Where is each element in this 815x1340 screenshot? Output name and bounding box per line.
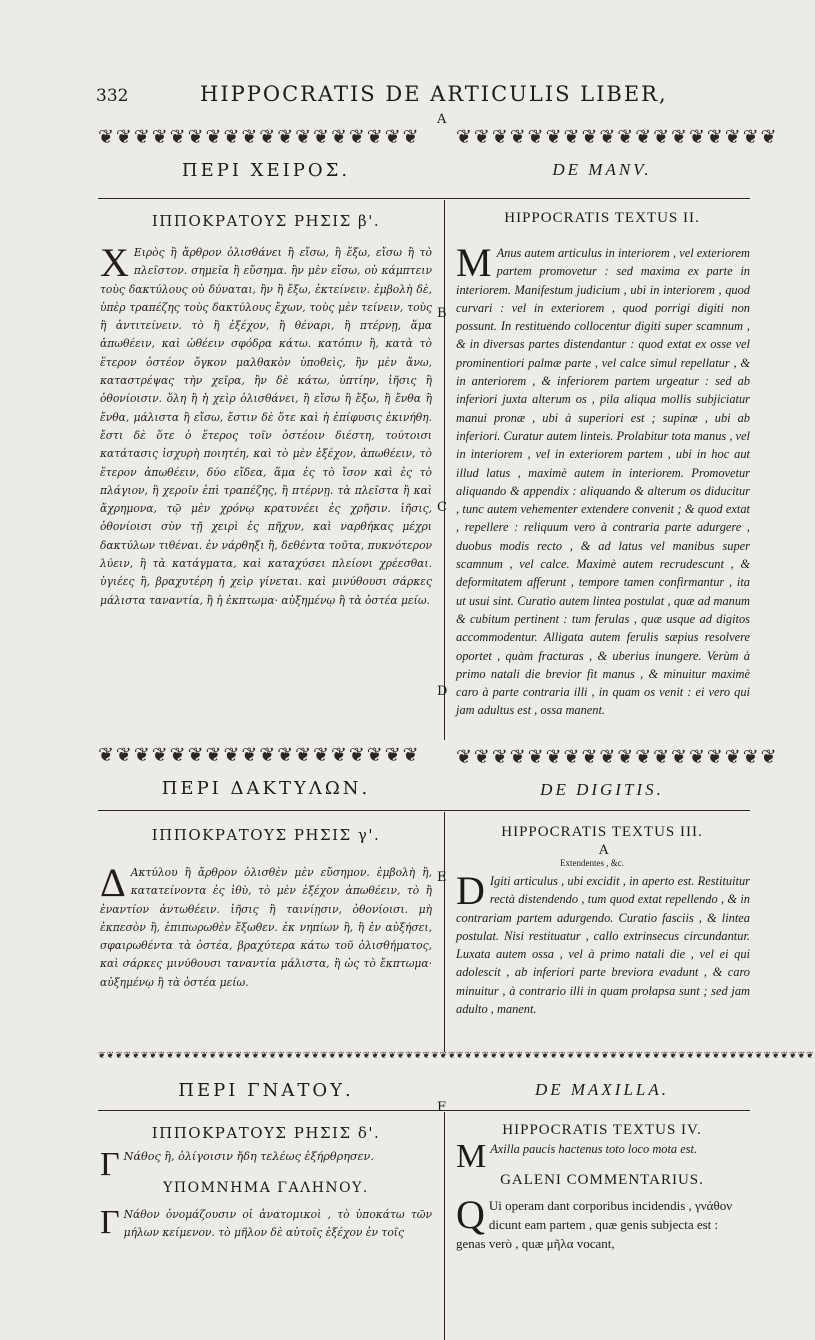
section-title-greek: ΠΕΡΙ ΓΝΑΤΟΥ. bbox=[178, 1080, 354, 1101]
section-title-greek: ΠΕΡΙ ΧΕΙΡΟΣ. bbox=[181, 160, 351, 181]
textus-heading-latin: HIPPOCRATIS TEXTUS III. bbox=[501, 824, 703, 840]
margin-letter-b: B bbox=[437, 306, 447, 321]
section-title-greek: ΠΕΡΙ ΔΑΚΤΥΛΩΝ. bbox=[161, 778, 371, 799]
ornament-band-thin-right: ❦❦❦❦❦❦❦❦❦❦❦❦❦❦❦❦❦❦❦❦❦❦❦❦❦❦❦❦❦❦❦❦❦❦❦❦❦❦❦❦❦❦ bbox=[456, 1051, 815, 1061]
latin-paragraph: Ui operam dant corporibus incidendis , γνάθον dicunt eam partem , quæ genis subjecta est : genas verò , quæ μῆλα vocant, bbox=[456, 1198, 733, 1251]
drop-cap: Χ bbox=[100, 240, 129, 285]
ornament-band-right: ❦❦❦❦❦❦❦❦❦❦❦❦❦❦❦❦❦❦ bbox=[456, 746, 779, 768]
note-marker-a: A bbox=[599, 843, 609, 858]
textus-heading-latin: HIPPOCRATIS TEXTUS IV. bbox=[502, 1122, 702, 1138]
drop-cap: M bbox=[456, 1138, 487, 1175]
commentary-heading-greek: ΥΠΟΜΝΗΜΑ ΓΑΛΗΝΟΥ. bbox=[163, 1180, 369, 1196]
column-divider bbox=[444, 1112, 445, 1340]
drop-cap: Δ bbox=[100, 860, 126, 905]
commentary-heading-latin: GALENI COMMENTARIUS. bbox=[500, 1172, 704, 1188]
margin-letter-a: A bbox=[437, 112, 447, 127]
greek-commentary-block bbox=[100, 1206, 432, 1252]
latin-paragraph: Anus autem articulus in interiorem , vel exteriorem partem promovetur : sed maxima ex parte in interiorem. Manifestum judicium , ubi in interiorem , quod curvari : vel in exteriorem , quod porrigi digiti non possunt. In restituendo collocentur digiti super scamnum , & in diversas partes distendantur : quod extat ex osse vel prominentiori palmæ parte , vel calce simul repellatur , & in anteriorem , & inferiorem partem urgeatur : sed ab inferiori juxta alterum os , pila aliqua mollis subjiciatur manui pronæ , ubi à superiori est ; supinæ , ubi ab inferiori. Curatur autem linteis. Prolabitur tota manus , vel in interiorem , vel in exteriorem partem , ubi in hoc aut illud latus , maximè autem in interiorem. Promovetur aliquando & appendix : aliquando & alterum os diducitur , tunc autem vehementer extendere convenit ; & quod extat , repellere : reliquum vero à contraria parte adurgere , duobus modis recto , & ad latus vel manibus super scamnum , vel calce. Maximè autem recrudescunt , & deformitatem afferunt , tempore tamen confirmantur , ita ut usui sint. Curatio autem lintea postulat , quæ ad manum & cubitum pertinent : tum ferulas , quæ usque ad digitos accommodentur. Alligata autem ferulis sæpius resolvere oportet , quàm fracturas , & uberius inungere. Verùm à primo natali die brevior fit manus , & minuitur maximè caro à parte contraria illi , in quam os venit : ei vero qui jam adultus est , ossa manent. bbox=[456, 246, 750, 718]
column-divider bbox=[444, 812, 445, 1052]
drop-cap: Q bbox=[456, 1192, 485, 1237]
greek-paragraph: Νάθον ὀνομάζουσιν οἱ ἀνατομικοὶ , τὸ ὑποκάτω τῶν μήλων κείμενον. τὸ μῆλον δὲ αὐτοῖς ἐξέχον ἐν τοῖς bbox=[123, 1208, 432, 1240]
horizontal-rule bbox=[98, 810, 750, 811]
greek-text-block bbox=[100, 860, 432, 1024]
horizontal-rule bbox=[98, 1110, 750, 1111]
textus-heading-latin: HIPPOCRATIS TEXTUS II. bbox=[504, 210, 700, 226]
latin-paragraph: Axilla paucis hactenus toto loco mota est. bbox=[490, 1142, 698, 1156]
textus-heading-greek: ΙΠΠΟΚΡΑΤΟΥΣ ΡΗΣΙΣ β'. bbox=[151, 212, 381, 230]
ornament-band-left: ❦❦❦❦❦❦❦❦❦❦❦❦❦❦❦❦❦❦ bbox=[98, 126, 421, 148]
drop-cap: M bbox=[456, 240, 492, 285]
latin-text-block bbox=[456, 1138, 750, 1175]
running-head: HIPPOCRATIS DE ARTICULIS LIBER, bbox=[200, 82, 668, 106]
greek-text-block bbox=[100, 1146, 432, 1183]
latin-paragraph: Igiti articulus , ubi excidit , in aperto est. Restituitur rectà distendendo , tum quod extat repellendo , & in contrariam partem adurgendo. Curatio fasciis , & lintea postulat. Nisi restituatur , callo extrinsecus circundantur. Luxata autem ossa , vel à primo natali die , vel ei qui adolescit , ab inferiori parte breviora evadunt , & caro minuitur , à contrario illi in quam prolapsa sunt ; sed jam adulto , manent. bbox=[456, 874, 750, 1017]
latin-text-block bbox=[456, 868, 750, 1044]
drop-cap: D bbox=[456, 868, 485, 913]
margin-letter-c: C bbox=[437, 500, 447, 515]
margin-letter-e: E bbox=[437, 870, 447, 885]
greek-paragraph: Νάθος ἢ, ὀλίγοισιν ἤδη τελέως ἐξήρθρησεν. bbox=[123, 1150, 374, 1163]
section-title-latin: DE MAXILLA. bbox=[534, 1080, 670, 1099]
section-title-latin: DE DIGITIS. bbox=[540, 780, 664, 799]
greek-paragraph: Ακτύλου ἢ ἄρθρον ὀλισθὲν μὲν εὔσημον. ἐμβολὴ ἢ, κατατείνοντα ἐς ἰθὺ, τὸ μὲν ἐξέχον ἀπωθέειν, τὸ ἢ ἐναντίον ἀντωθέειν. ἰῆσις ἢ ταινίῃσιν, ὀθονίοισι. μὴ ἐκπεσὸν ἢ, ἐπιπωρωθὲν ἔξωθεν. ἐκ νηπίων ἢ, ἢ ἐν αὐξήσει, σφαιρωθέντα τὰ ὀστέα, βραχύτερα κάτω τοῦ ὀλισθήματος, καὶ σάρκες μινύθουσι ταναντία μάλιστα, ἢ ὡς τὸ ἔκπτωμα· αὐξημένῳ ἢ τὰ ὀστέα μείω. bbox=[100, 866, 432, 989]
column-divider bbox=[444, 200, 445, 740]
ornament-band-left: ❦❦❦❦❦❦❦❦❦❦❦❦❦❦❦❦❦❦ bbox=[98, 744, 421, 766]
ornament-band-thin-left: ❦❦❦❦❦❦❦❦❦❦❦❦❦❦❦❦❦❦❦❦❦❦❦❦❦❦❦❦❦❦❦❦❦❦❦❦❦❦❦❦❦❦ bbox=[98, 1051, 457, 1061]
margin-letter-f: F bbox=[437, 1100, 447, 1115]
page-number: 332 bbox=[96, 86, 129, 106]
textus-heading-greek: ΙΠΠΟΚΡΑΤΟΥΣ ΡΗΣΙΣ δ'. bbox=[151, 1124, 381, 1142]
drop-cap: Γ bbox=[100, 1204, 120, 1241]
greek-text-block bbox=[100, 240, 432, 640]
section-title-latin: DE MANV. bbox=[552, 160, 652, 179]
latin-commentary-block bbox=[456, 1192, 750, 1256]
margin-letter-d: D bbox=[437, 684, 448, 699]
greek-paragraph: Ειρὸς ἢ ἄρθρον ὀλισθάνει ἢ εἴσω, ἢ ἔξω, εἴσω ἢ τὸ πλεῖστον. σημεῖα ἢ εὔσημα. ἢν μὲν εἴσω, οὐ κάμπτειν τοὺς δακτύλους οὐ δύναται, ἢν ἢ ἔξω, ἐκτείνειν. ἐμβολὴ δὲ, ὑπὲρ τραπέζης τοὺς δακτύλους ἔχων, τοὺς μὲν τείνειν, τοὺς ἢ ἀντιτείνειν. τὸ ἢ ἐξέχον, ἢ θέναρι, ἢ πτέρνῃ, ἅμα ἀπωθέειν, καὶ ὠθέειν σφόδρα κάτω. κατόπιν ἢ, κατὰ τὸ ἕτερον ὀστέον ὄγκον μαλθακὸν ὑποθεὶς, ἢν μὲν ἄνω, καταστρέψας τὴν χεῖρα, ἢν δὲ κάτω, ὑπτίην, ἰῆσις ἢ ὀθονίοισιν. ὅλη ἢ ἡ χεὶρ ὀλισθάνει, ἢ εἴσω ἢ ἔξω, ἢ ἔνθα ἢ ἔνθα, μάλιστα ἢ εἴσω, ἔστιν δὲ ὅτε καὶ ἡ ἐπίφυσις ἐκινήθη. ἔστι δὲ ὅτε ὁ ἕτερος τοῖν ὀστέοιν διέστη, τούτοισι κατάτασις ἰσχυρὴ ποιητέη, καὶ τὸ μὲν ἐξέχον, ἀπωθέειν, τὸ ἕτερον ἀπωθέειν, δύο εἴδεα, ἅμα ἐς τὸ ἴσον καὶ ἐς τὸ πλάγιον, ἢ χεροῖν ἐπὶ τραπέζης, ἢ πτέρνῃ. τὰ πλεῖστα ἢ καὶ ἄχρημονα, τῷ μὲν χρόνῳ κρατυνέει ἐς χρῆσιν. ἰῆσις, ὀθονίοισι σὺν τῇ χειρὶ ἐς πῆχυν, καὶ ναρθήκας μέχρι δακτύλων τιθέναι. ἐν νάρθηξι ἢ, δεθέντα τοῦτα, πυκνότερον λύειν, ἢ τὰ κατάγματα, καὶ καταχύσει πλείονι χρέεσθαι. ὑγιέες ἢ, βραχυτέρη ἡ χεὶρ γίνεται. καὶ μινύθουσι σάρκες μάλιστα ταναντία, ἢ ἡ ἐκπτωμα· αὐξημένῳ ἢ τὰ ὀστέα μείω. bbox=[100, 246, 432, 607]
drop-cap: Γ bbox=[100, 1146, 120, 1183]
marginal-note: Extendentes , &c. bbox=[560, 858, 624, 868]
ornament-band-right: ❦❦❦❦❦❦❦❦❦❦❦❦❦❦❦❦❦❦ bbox=[456, 126, 779, 148]
horizontal-rule bbox=[98, 198, 750, 199]
latin-text-block bbox=[456, 240, 750, 744]
textus-heading-greek: ΙΠΠΟΚΡΑΤΟΥΣ ΡΗΣΙΣ γ'. bbox=[151, 826, 381, 844]
